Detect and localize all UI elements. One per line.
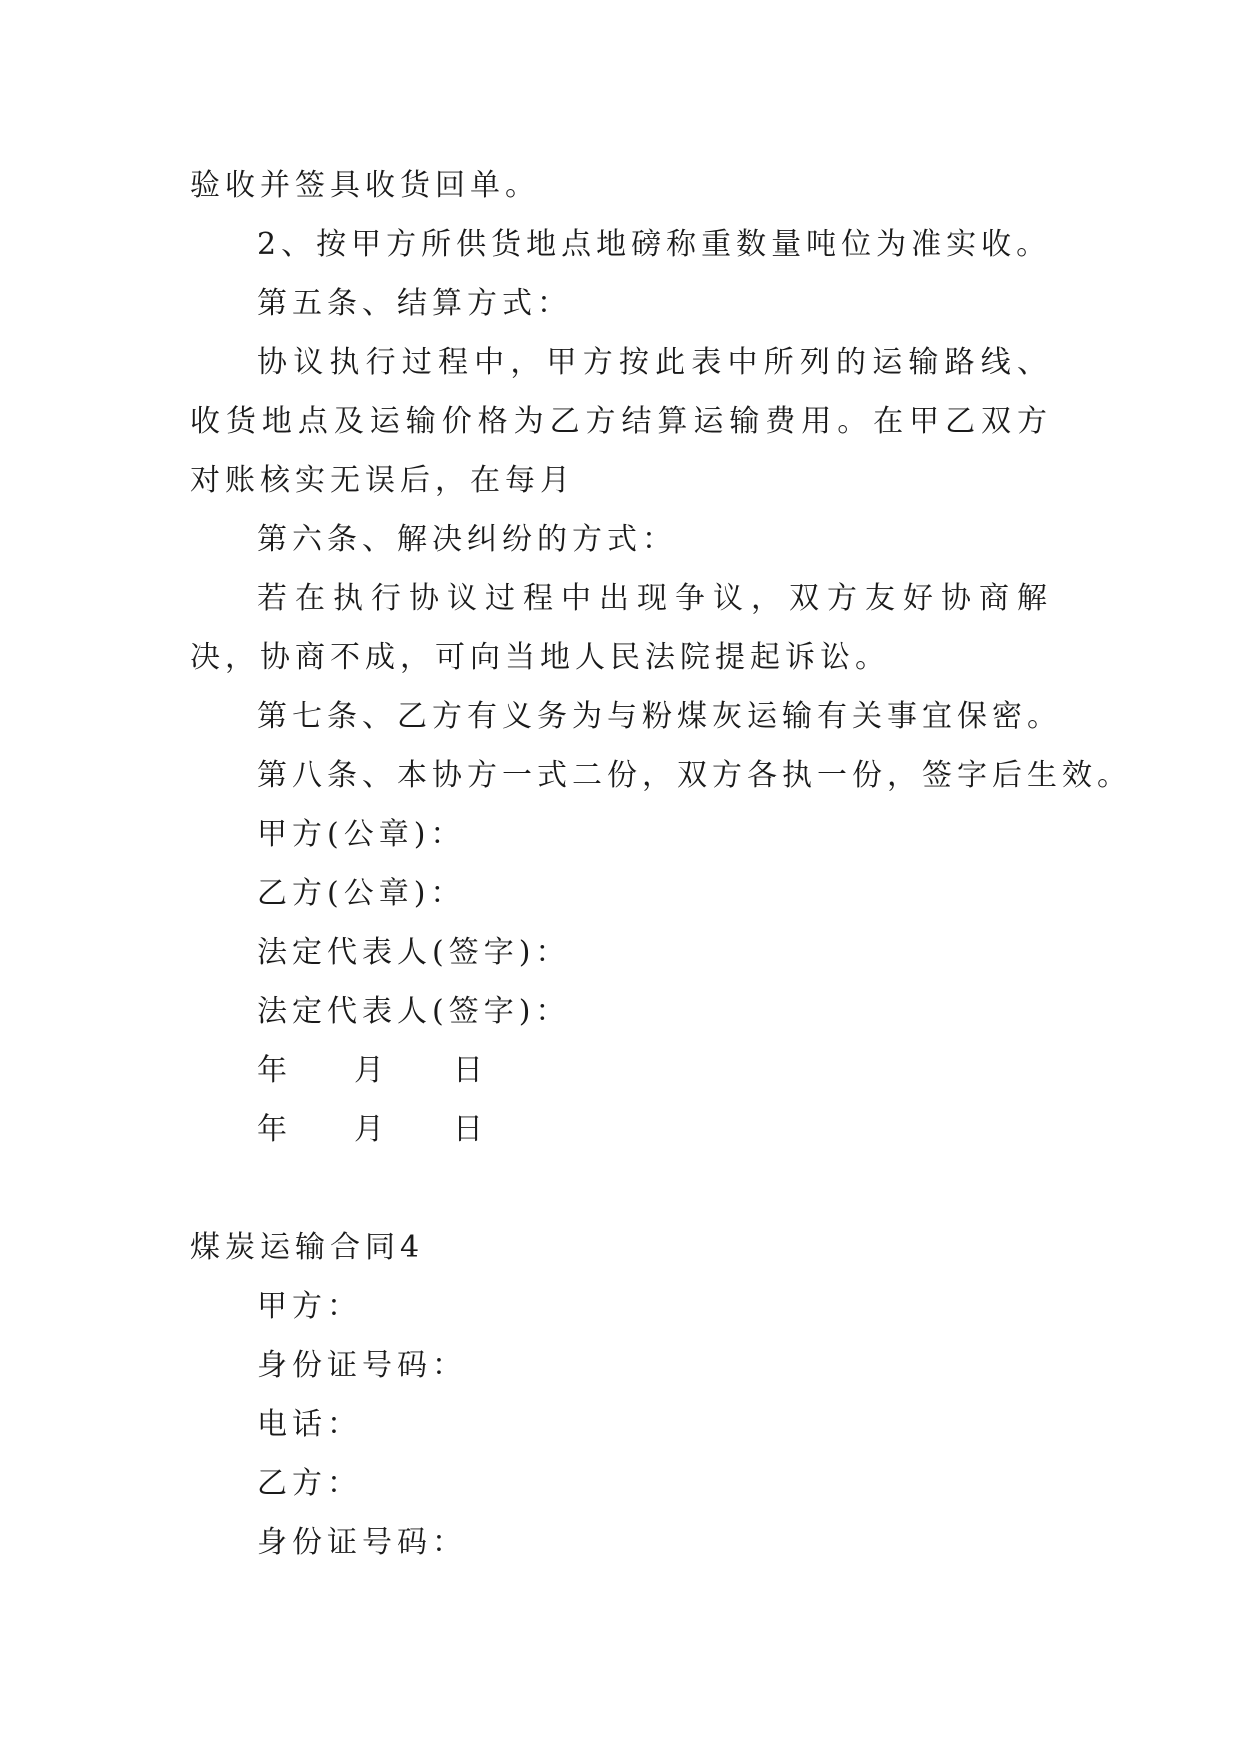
article-6-body: 若在执行协议过程中出现争议，双方友好协商解决，协商不成，可向当地人民法院提起诉讼。	[190, 581, 1052, 675]
date-day: 日	[453, 1112, 488, 1147]
party-a-id-label: 身份证号码：	[257, 1348, 467, 1383]
date-line	[190, 1100, 1052, 1159]
document-content	[190, 156, 1132, 1572]
section-gap	[190, 1159, 1052, 1218]
text-line: 验收并签具收货回单。	[190, 168, 540, 203]
article-5-heading: 第五条、结算方式：	[257, 286, 572, 321]
date-day: 日	[453, 1053, 488, 1088]
date-year: 年	[257, 1053, 292, 1088]
article-5-body: 协议执行过程中，甲方按此表中所列的运输路线、收货地点及运输价格为乙方结算运输费用。在甲乙双方对账核实无误后，在每月	[190, 345, 1052, 498]
legal-rep-signature-label: 法定代表人(签字)：	[257, 935, 571, 970]
date-line	[190, 1041, 1052, 1100]
clause-2: 2、按甲方所供货地点地磅称重数量吨位为准实收。	[257, 227, 1052, 262]
party-b-seal-label: 乙方(公章)：	[257, 876, 466, 911]
article-6-heading: 第六条、解决纠纷的方式：	[257, 522, 677, 557]
date-month: 月	[354, 1053, 389, 1088]
article-8: 第八条、本协方一式二份，双方各执一份，签字后生效。	[257, 758, 1132, 793]
phone-label: 电话：	[257, 1407, 362, 1442]
date-year: 年	[257, 1112, 292, 1147]
legal-rep-signature-label: 法定代表人(签字)：	[257, 994, 571, 1029]
party-a-label: 甲方：	[257, 1289, 362, 1324]
party-b-id-label: 身份证号码：	[257, 1525, 467, 1560]
party-a-seal-label: 甲方(公章)：	[257, 817, 466, 852]
party-b-label: 乙方：	[257, 1466, 362, 1501]
date-month: 月	[354, 1112, 389, 1147]
article-7: 第七条、乙方有义务为与粉煤灰运输有关事宜保密。	[257, 699, 1062, 734]
contract-4-title: 煤炭运输合同4	[190, 1230, 425, 1265]
